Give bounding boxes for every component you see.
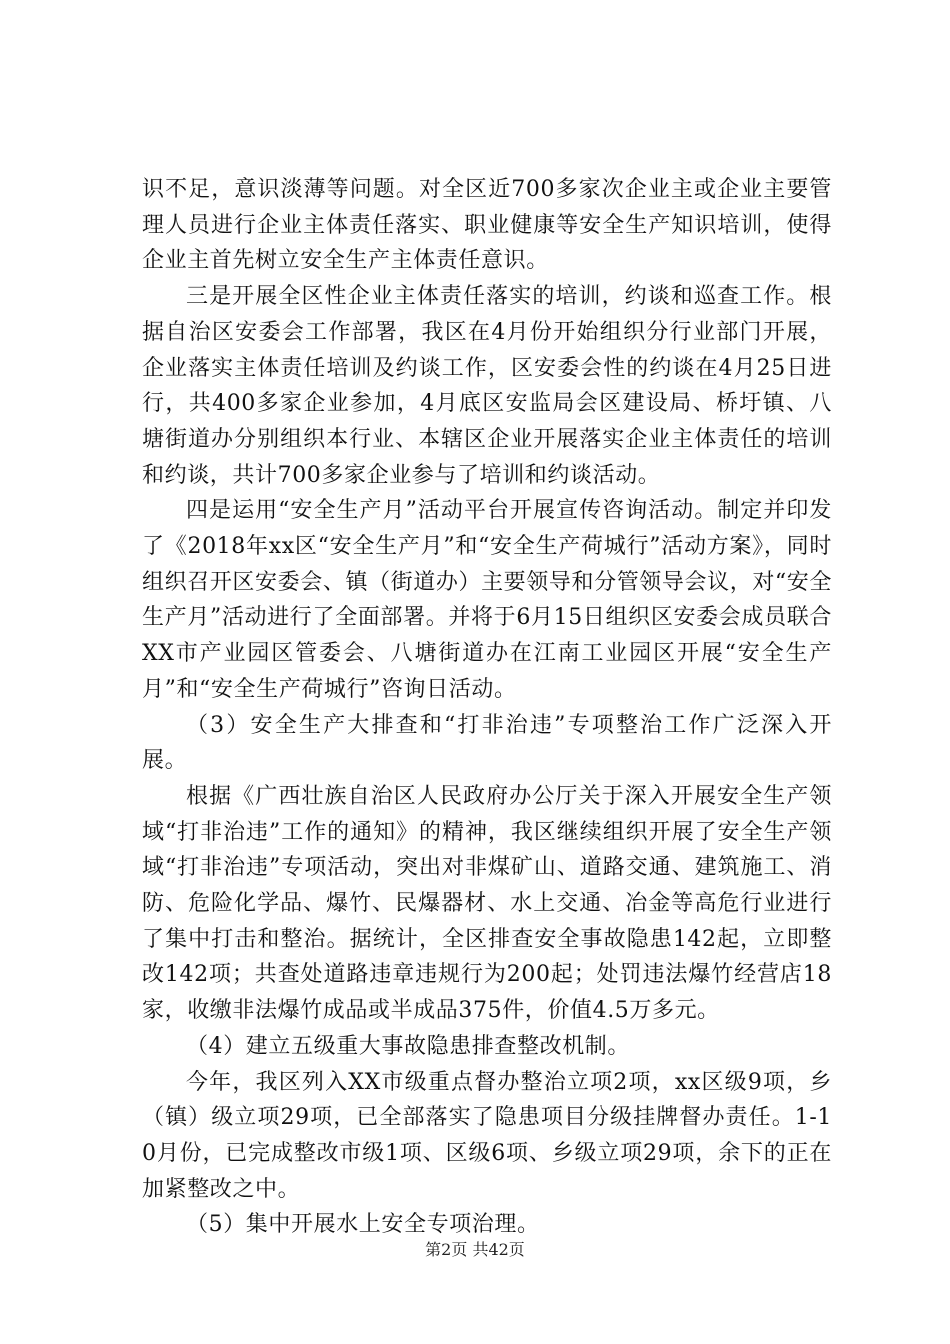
paragraph-item-four: 四是运用“安全生产月”活动平台开展宣传咨询活动。制定并印发了《2018年xx区“安全生产月”和“安全生产荷城行”活动方案》，同时组织召开区安委会、镇（街道办）主要领导和分管领导会议，对“安全生产月”活动进行了全面部署。并将于6月15日组织区安委会成员联合XX市产业园区管委会、八塘街道办在江南工业园区开展“安全生产月”和“安全生产荷城行”咨询日活动。 [142,498,832,702]
page-number-footer: 第2页 共42页 [425,1240,525,1259]
document-body [142,172,832,1243]
paragraph-hazard-projects: 今年，我区列入XX市级重点督办整治立项2项，xx区级9项，乡（镇）级立项29项，已全部落实了隐患项目分级挂牌督办责任。1-10月份，已完成整改市级1项、区级6项、乡级立项29项，余下的正在加紧整改之中。 [142,1069,832,1202]
section-heading-4: （4）建立五级重大事故隐患排查整改机制。 [186,1033,630,1059]
section-heading-3: （3）安全生产大排查和“打非治违”专项整治工作广泛深入开展。 [142,712,832,774]
paragraph-continuation: 识不足，意识淡薄等问题。对全区近700多家次企业主或企业主要管理人员进行企业主体责任落实、职业健康等安全生产知识培训，使得企业主首先树立安全生产主体责任意识。 [142,177,832,274]
section-heading-5: （5）集中开展水上安全专项治理。 [186,1212,540,1238]
paragraph-crackdown: 根据《广西壮族自治区人民政府办公厅关于深入开展安全生产领域“打非治违”工作的通知》的精神，我区继续组织开展了安全生产领域“打非治违”专项活动，突出对非煤矿山、道路交通、建筑施工、消防、危险化学品、爆竹、民爆器材、水上交通、冶金等高危行业进行了集中打击和整治。据统计，全区排查安全事故隐患142起，立即整改142项；共查处道路违章违规行为200起；处罚违法爆竹经营店18家，收缴非法爆竹成品或半成品375件，价值4.5万多元。 [142,783,832,1024]
paragraph-item-three: 三是开展全区性企业主体责任落实的培训，约谈和巡查工作。根据自治区安委会工作部署，我区在4月份开始组织分行业部门开展，企业落实主体责任培训及约谈工作，区安委会性的约谈在4月25日进行，共400多家企业参加，4月底区安监局会区建设局、桥圩镇、八塘街道办分别组织本行业、本辖区企业开展落实企业主体责任的培训和约谈，共计700多家企业参与了培训和约谈活动。 [142,284,832,488]
